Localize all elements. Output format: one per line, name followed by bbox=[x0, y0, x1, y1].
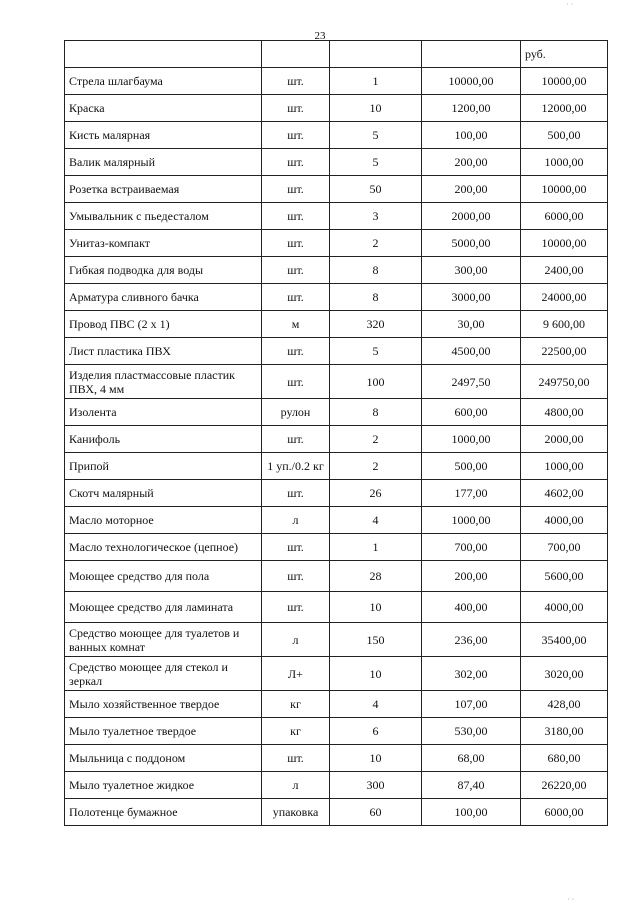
item-qty: 2 bbox=[330, 453, 422, 480]
item-qty: 3 bbox=[330, 203, 422, 230]
item-name: Канифоль bbox=[65, 426, 262, 453]
table-row bbox=[65, 426, 608, 453]
item-price: 87,40 bbox=[422, 772, 521, 799]
table-row bbox=[65, 365, 608, 399]
item-qty: 8 bbox=[330, 284, 422, 311]
item-unit: шт. bbox=[262, 365, 330, 399]
item-qty: 60 bbox=[330, 799, 422, 826]
item-name: Краска bbox=[65, 95, 262, 122]
item-qty: 8 bbox=[330, 399, 422, 426]
item-total: 12000,00 bbox=[521, 95, 608, 122]
item-unit: рулон bbox=[262, 399, 330, 426]
item-total: 24000,00 bbox=[521, 284, 608, 311]
item-total: 3020,00 bbox=[521, 657, 608, 691]
header-cell-qty bbox=[330, 41, 422, 68]
item-total: 10000,00 bbox=[521, 230, 608, 257]
item-qty: 50 bbox=[330, 176, 422, 203]
table-row bbox=[65, 480, 608, 507]
item-name: Средство моющее для туалетов и ванных комнат bbox=[65, 623, 262, 657]
item-unit: Л+ bbox=[262, 657, 330, 691]
item-qty: 10 bbox=[330, 657, 422, 691]
item-unit: шт. bbox=[262, 338, 330, 365]
item-unit: шт. bbox=[262, 230, 330, 257]
item-price: 302,00 bbox=[422, 657, 521, 691]
item-unit: л bbox=[262, 772, 330, 799]
table-row bbox=[65, 453, 608, 480]
header-cell-name bbox=[65, 41, 262, 68]
item-qty: 300 bbox=[330, 772, 422, 799]
item-unit: 1 уп./0.2 кг bbox=[262, 453, 330, 480]
item-price: 500,00 bbox=[422, 453, 521, 480]
item-total: 4000,00 bbox=[521, 592, 608, 623]
item-qty: 4 bbox=[330, 691, 422, 718]
item-name: Мыльница с поддоном bbox=[65, 745, 262, 772]
table-row bbox=[65, 230, 608, 257]
item-price: 5000,00 bbox=[422, 230, 521, 257]
table-row bbox=[65, 691, 608, 718]
item-unit: кг bbox=[262, 718, 330, 745]
item-qty: 5 bbox=[330, 149, 422, 176]
table-header-row bbox=[65, 41, 608, 68]
item-unit: шт. bbox=[262, 284, 330, 311]
item-price: 1000,00 bbox=[422, 426, 521, 453]
item-name: Масло моторное bbox=[65, 507, 262, 534]
item-total: 3180,00 bbox=[521, 718, 608, 745]
item-name: Арматура сливного бачка bbox=[65, 284, 262, 311]
item-unit: шт. bbox=[262, 561, 330, 592]
table-row bbox=[65, 772, 608, 799]
item-name: Скотч малярный bbox=[65, 480, 262, 507]
item-total: 1000,00 bbox=[521, 149, 608, 176]
table-row bbox=[65, 592, 608, 623]
item-name: Унитаз-компакт bbox=[65, 230, 262, 257]
item-name: Розетка встраиваемая bbox=[65, 176, 262, 203]
table-row bbox=[65, 561, 608, 592]
item-unit: шт. bbox=[262, 745, 330, 772]
item-unit: шт. bbox=[262, 257, 330, 284]
item-unit: шт. bbox=[262, 95, 330, 122]
item-price: 236,00 bbox=[422, 623, 521, 657]
table-row bbox=[65, 399, 608, 426]
item-total: 10000,00 bbox=[521, 176, 608, 203]
page-number: 23 bbox=[314, 30, 326, 42]
item-name: Мыло туалетное жидкое bbox=[65, 772, 262, 799]
item-price: 100,00 bbox=[422, 122, 521, 149]
item-price: 107,00 bbox=[422, 691, 521, 718]
item-unit: л bbox=[262, 623, 330, 657]
item-price: 10000,00 bbox=[422, 68, 521, 95]
item-unit: л bbox=[262, 507, 330, 534]
table-row bbox=[65, 799, 608, 826]
header-currency: руб. bbox=[521, 41, 608, 68]
item-price: 4500,00 bbox=[422, 338, 521, 365]
item-qty: 1 bbox=[330, 534, 422, 561]
item-total: 500,00 bbox=[521, 122, 608, 149]
item-qty: 2 bbox=[330, 230, 422, 257]
item-price: 600,00 bbox=[422, 399, 521, 426]
item-total: 4000,00 bbox=[521, 507, 608, 534]
item-unit: шт. bbox=[262, 149, 330, 176]
item-price: 200,00 bbox=[422, 561, 521, 592]
header-cell-unit bbox=[262, 41, 330, 68]
item-qty: 1 bbox=[330, 68, 422, 95]
item-name: Умывальник с пьедесталом bbox=[65, 203, 262, 230]
item-price: 68,00 bbox=[422, 745, 521, 772]
table-row bbox=[65, 122, 608, 149]
table-row bbox=[65, 149, 608, 176]
item-unit: шт. bbox=[262, 68, 330, 95]
item-total: 428,00 bbox=[521, 691, 608, 718]
table-row bbox=[65, 657, 608, 691]
table-row bbox=[65, 203, 608, 230]
item-qty: 10 bbox=[330, 95, 422, 122]
item-unit: шт. bbox=[262, 534, 330, 561]
item-unit: м bbox=[262, 311, 330, 338]
item-name: Средство моющее для стекол и зеркал bbox=[65, 657, 262, 691]
item-name: Гибкая подводка для воды bbox=[65, 257, 262, 284]
item-total: 2000,00 bbox=[521, 426, 608, 453]
item-price: 2000,00 bbox=[422, 203, 521, 230]
item-total: 1000,00 bbox=[521, 453, 608, 480]
item-total: 4800,00 bbox=[521, 399, 608, 426]
item-price: 400,00 bbox=[422, 592, 521, 623]
item-total: 700,00 bbox=[521, 534, 608, 561]
item-price: 100,00 bbox=[422, 799, 521, 826]
item-qty: 5 bbox=[330, 122, 422, 149]
item-qty: 10 bbox=[330, 592, 422, 623]
item-unit: шт. bbox=[262, 176, 330, 203]
item-name: Припой bbox=[65, 453, 262, 480]
item-price: 530,00 bbox=[422, 718, 521, 745]
item-name: Моющее средство для пола bbox=[65, 561, 262, 592]
item-price: 200,00 bbox=[422, 149, 521, 176]
table-row bbox=[65, 745, 608, 772]
item-unit: кг bbox=[262, 691, 330, 718]
item-price: 3000,00 bbox=[422, 284, 521, 311]
item-total: 22500,00 bbox=[521, 338, 608, 365]
item-name: Лист пластика ПВХ bbox=[65, 338, 262, 365]
item-total: 249750,00 bbox=[521, 365, 608, 399]
item-qty: 10 bbox=[330, 745, 422, 772]
item-qty: 150 bbox=[330, 623, 422, 657]
item-total: 5600,00 bbox=[521, 561, 608, 592]
header-cell-price bbox=[422, 41, 521, 68]
scan-mark-top: · · bbox=[566, 0, 574, 9]
table-row bbox=[65, 311, 608, 338]
item-price: 1000,00 bbox=[422, 507, 521, 534]
table-row bbox=[65, 338, 608, 365]
item-total: 26220,00 bbox=[521, 772, 608, 799]
item-unit: шт. bbox=[262, 203, 330, 230]
table-row bbox=[65, 718, 608, 745]
item-price: 700,00 bbox=[422, 534, 521, 561]
table-row bbox=[65, 257, 608, 284]
item-qty: 6 bbox=[330, 718, 422, 745]
item-qty: 100 bbox=[330, 365, 422, 399]
item-name: Изолента bbox=[65, 399, 262, 426]
item-qty: 320 bbox=[330, 311, 422, 338]
item-name: Стрела шлагбаума bbox=[65, 68, 262, 95]
item-name: Кисть малярная bbox=[65, 122, 262, 149]
item-qty: 26 bbox=[330, 480, 422, 507]
item-name: Мыло туалетное твердое bbox=[65, 718, 262, 745]
item-qty: 8 bbox=[330, 257, 422, 284]
table-row bbox=[65, 95, 608, 122]
item-name: Мыло хозяйственное твердое bbox=[65, 691, 262, 718]
item-total: 6000,00 bbox=[521, 799, 608, 826]
table-row bbox=[65, 623, 608, 657]
item-name: Полотенце бумажное bbox=[65, 799, 262, 826]
item-qty: 2 bbox=[330, 426, 422, 453]
item-qty: 28 bbox=[330, 561, 422, 592]
item-price: 200,00 bbox=[422, 176, 521, 203]
item-total: 4602,00 bbox=[521, 480, 608, 507]
item-price: 177,00 bbox=[422, 480, 521, 507]
materials-table bbox=[64, 40, 608, 826]
table-row bbox=[65, 284, 608, 311]
item-name: Провод ПВС (2 х 1) bbox=[65, 311, 262, 338]
item-name: Изделия пластмассовые пластик ПВХ, 4 мм bbox=[65, 365, 262, 399]
item-price: 30,00 bbox=[422, 311, 521, 338]
table-row bbox=[65, 534, 608, 561]
table-row bbox=[65, 68, 608, 95]
item-total: 35400,00 bbox=[521, 623, 608, 657]
table-row bbox=[65, 507, 608, 534]
item-price: 300,00 bbox=[422, 257, 521, 284]
item-qty: 4 bbox=[330, 507, 422, 534]
item-unit: шт. bbox=[262, 122, 330, 149]
item-unit: шт. bbox=[262, 426, 330, 453]
item-total: 680,00 bbox=[521, 745, 608, 772]
item-total: 6000,00 bbox=[521, 203, 608, 230]
item-price: 2497,50 bbox=[422, 365, 521, 399]
item-unit: шт. bbox=[262, 480, 330, 507]
scan-mark-bottom: · · bbox=[567, 895, 575, 904]
item-qty: 5 bbox=[330, 338, 422, 365]
item-total: 2400,00 bbox=[521, 257, 608, 284]
item-price: 1200,00 bbox=[422, 95, 521, 122]
item-total: 9 600,00 bbox=[521, 311, 608, 338]
item-name: Моющее средство для ламината bbox=[65, 592, 262, 623]
table-row bbox=[65, 176, 608, 203]
item-name: Масло технологическое (цепное) bbox=[65, 534, 262, 561]
item-unit: упаковка bbox=[262, 799, 330, 826]
item-total: 10000,00 bbox=[521, 68, 608, 95]
item-unit: шт. bbox=[262, 592, 330, 623]
item-name: Валик малярный bbox=[65, 149, 262, 176]
